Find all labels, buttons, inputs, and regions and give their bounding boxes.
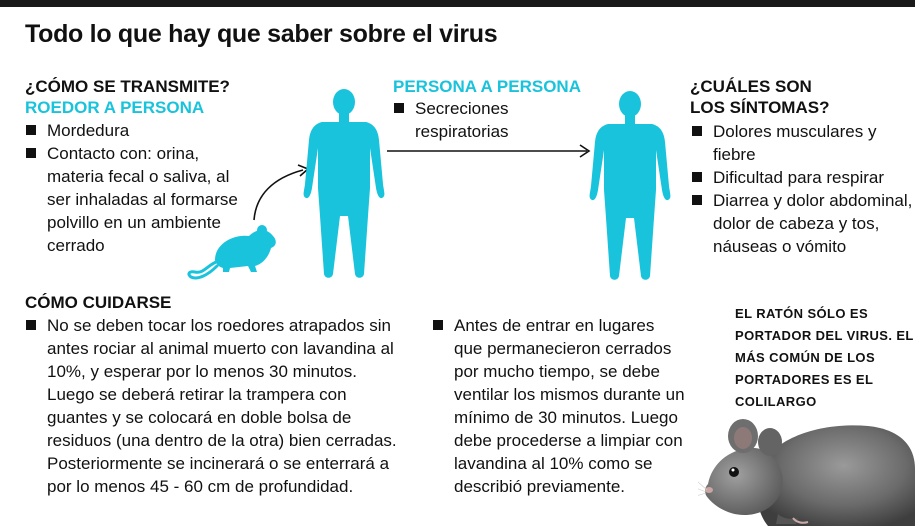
rodent-silhouette-icon <box>185 222 280 282</box>
bullet-square-icon <box>26 125 36 135</box>
rat-note: EL RATÓN SÓLO ES PORTADOR DEL VIRUS. EL MÁS COMÚN DE LOS PORTADORES ES EL COLILARGO <box>735 306 914 409</box>
person-to-person-list <box>393 97 533 143</box>
rat-photo-icon <box>698 414 915 526</box>
care-heading: CÓMO CUIDARSE <box>25 293 172 312</box>
list-item: Dolores musculares y fiebre <box>691 120 913 166</box>
person-silhouette-icon <box>586 90 674 282</box>
symptoms-list <box>691 120 913 258</box>
transmission-heading: ¿CÓMO SE TRANSMITE? <box>25 77 230 96</box>
person-to-person-heading: PERSONA A PERSONA <box>393 77 581 96</box>
top-bar <box>0 0 915 7</box>
bullet-square-icon <box>692 172 702 182</box>
page-title: Todo lo que hay que saber sobre el virus <box>25 20 498 48</box>
bullet-square-icon <box>692 126 702 136</box>
list-item: Diarrea y dolor abdominal, dolor de cabeza y tos, náuseas o vómito <box>691 189 913 258</box>
bullet-square-icon <box>26 320 36 330</box>
list-item: Antes de entrar en lugares que permanecieron cerrados por mucho tiempo, se debe ventilar los mismos durante un mínimo de 30 minutos. Luego debe procederse a limpiar con lavandina al 10% como se describió previamente. <box>432 314 685 498</box>
symptoms-heading-line2: LOS SÍNTOMAS? <box>690 98 830 117</box>
list-item: Mordedura <box>25 119 240 142</box>
straight-arrow-icon <box>385 143 595 159</box>
bullet-square-icon <box>692 195 702 205</box>
rodent-to-person-subheading: ROEDOR A PERSONA <box>25 98 205 117</box>
list-item: Contacto con: orina, materia fecal o saliva, al ser inhaladas al formarse polvillo en un ambiente cerrado <box>25 142 240 257</box>
list-item: Dificultad para respirar <box>691 166 913 189</box>
list-item: No se deben tocar los roedores atrapados sin antes rociar al animal muerto con lavandina al 10%, y esperar por lo menos 30 minutos. Luego se deberá retirar la trampera con guantes y se colocará en doble bolsa de residuos (una dentro de la otra) bien cerradas. Posteriormente se incinerará o se enterrará a por lo menos 45 - 60 cm de profundidad. <box>25 314 403 498</box>
person-silhouette-icon <box>300 88 388 280</box>
care-right-list <box>432 314 685 498</box>
list-item: Secreciones respiratorias <box>393 97 533 143</box>
bullet-square-icon <box>26 148 36 158</box>
symptoms-heading-line1: ¿CUÁLES SON <box>690 77 812 96</box>
bullet-square-icon <box>433 320 443 330</box>
care-left-list <box>25 314 403 498</box>
bullet-square-icon <box>394 103 404 113</box>
